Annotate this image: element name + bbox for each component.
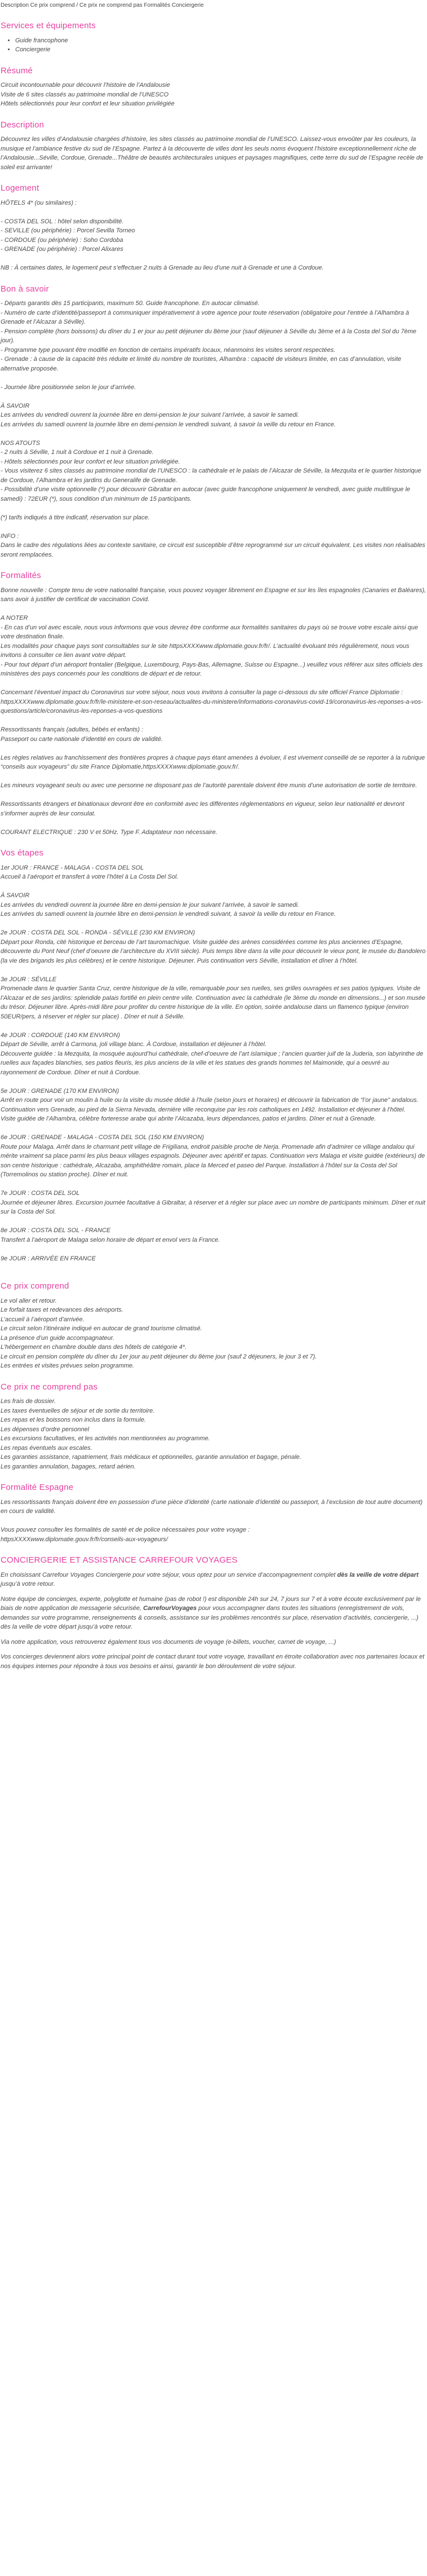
text-line: Les garanties assistance, rapatriement, frais médicaux et optionnelles, garantie annulation et bagage, pénale. [1, 1454, 301, 1461]
text-line: Visite de 6 sites classés au patrimoine mondial de l’UNESCO [1, 91, 169, 98]
text-line: - Numéro de carte d’identité/passeport à communiquer impérativement à votre agence pour toute réservation (obligatoire pour l’entrée à l’Alhambra à Grenade et l’Alcazar à Séville). [1, 309, 410, 325]
text-line: - En cas d’un vol avec escale, nous vous informons que vous devrez être conforme aux formalités sanitaires du pays où se trouve votre escale ainsi que votre destination finale. [1, 624, 419, 640]
text-line [1, 504, 426, 513]
text-line [1, 208, 426, 217]
text-line: - SEVILLE (ou périphérie) : Porcel Sevilla Torneo [1, 227, 135, 234]
text-line: - GRENADE (ou périphérie) : Porcel Alixares [1, 246, 123, 253]
text-line [1, 1180, 426, 1189]
text-line [1, 744, 426, 753]
conciergerie-p4: Vos concierges deviennent alors votre principal point de contact durant tout votre voyage, travaillant en étroite collaboration avec nos partenaires locaux et nos équipes internes pour répondre à tous vos besoins et ainsi, garantir le bon déroulement de votre séjour. [1, 1653, 425, 1670]
text-line: Ressortissants français (adultes, bébés et enfants) : [1, 726, 144, 733]
text-line: 7e JOUR : COSTA DEL SOL [1, 1190, 80, 1197]
bonasavoir-block [1, 299, 426, 559]
text-line: Les arrivées du samedi ouvrent la journée libre en demi-pension le vendredi suivant, à savoir la veille du retour en France. [1, 421, 336, 428]
text-line: À SAVOIR [1, 402, 30, 409]
text-line: - Pour tout départ d’un aéroport frontalier (Belgique, Luxembourg, Pays-Bas, Allemagne, Suisse ou Espagne...) veuillez vous référer aux sites officiels des ministères des pays concernés pour les conditions de départ et de retour. [1, 661, 423, 677]
service-item: • Conciergerie [15, 45, 426, 55]
text-line: La présence d’un guide accompagnateur. [1, 1334, 115, 1342]
etapes-block [1, 863, 426, 1264]
text-line: Les repas éventuels aux escales. [1, 1444, 92, 1452]
text-line: COURANT ELECTRIQUE : 230 V et 50Hz. Type F. Adaptateur non nécessaire. [1, 828, 217, 836]
text-line [1, 1077, 426, 1087]
text-line: Les entrées et visites prévues selon programme. [1, 1362, 135, 1369]
text-line: - CORDOUE (ou périphérie) : Soho Cordoba [1, 236, 123, 244]
text-line [1, 1124, 426, 1133]
text-line: Dans le cadre des régulations liées au contexte sanitaire, ce circuit est susceptible d’être reprogrammé sur un circuit équivalent. Les visites non réalisables seront remplacées. [1, 542, 425, 558]
text-line [1, 1021, 426, 1031]
text-line [1, 919, 426, 929]
text-line: Accueil à l’aéroport et transfert à votre l’hôtel à La Costa Del Sol. [1, 874, 179, 880]
text-line: - Possibilité d’une visite optionnelle (*) pour découvrir Gibraltar en autocar (avec guide francophone uniquement le vendredi, avec guide multilingue le samedi) : 72EUR (*), sous condition d’un minimum de 15 participants. [1, 486, 411, 502]
text-line [1, 522, 426, 532]
text-line: NOS ATOUTS [1, 439, 41, 447]
conciergerie-p2: Notre équipe de concierges, experte, polyglotte et humaine (pas de robot !) est disponible 24h sur 24, 7 jours sur 7 et à votre écoute exclusivement par le biais de notre application de messagerie sécurisée, CarrefourVoyages pour vous accompagner dans toutes les situations (enregistrement de vols, demandes sur votre programme, renseignements & conseils, assistance sur les problèmes rencontrés sur place, réservation d’activités, conciergerie, ...) dès la veille de votre départ jusqu’à votre retour. [1, 1595, 421, 1630]
formalites-block [1, 586, 426, 837]
text-line: Les repas et les boissons non inclus dans la formule. [1, 1417, 146, 1423]
text-line: - Vous visiterez 6 sites classés au patrimoine mondial de l’UNESCO : la cathédrale et le palais de l’Alcazar de Séville, la Mezquita et le quartier historique de Cordoue, l’Alhambra et les jardins du Generalife de Grenade. [1, 467, 421, 484]
formespagne-block [1, 1498, 426, 1545]
text-line: 8e JOUR : COSTA DEL SOL - FRANCE [1, 1227, 111, 1234]
text-line: Arrêt en route pour voir un moulin à huile ou la visite du musée dédié à l’huile (selon jours et horaires) et découvrir la fabrication de “l’or jaune” andalous. [1, 1097, 419, 1104]
text-line: Le circuit selon l’itinéraire indiqué en autocar de grand tourisme climatisé. [1, 1325, 202, 1332]
text-line: httpsXXXXwww.diplomatie.gouv.fr/fr/conseils-aux-voyageurs/ [1, 1536, 168, 1543]
resume-title: Résumé [1, 65, 33, 76]
text-line: Départ pour Ronda, cité historique et berceau de l’art tauromachique. Visite guidée des arènes considérées comme les plus anciennes d’Espagne, découverte du Pont Neuf (chef d’oeuvre de l’architecture du XVIII siècle). Puis temps libre dans la ville pour découvrir le vieux pont, le musée du Bandolero (la vie des brigands les plus célèbres) et le centre historique. Déjeuner. Puis continuation vers Séville, installation et dîner à l’hôtel. [1, 938, 426, 964]
text-line: Les dépenses d’ordre personnel [1, 1426, 90, 1433]
conciergerie-p3: Via notre application, vous retrouverez également tous vos documents de voyage (e-billets, voucher, carnet de voyage, ...) [1, 1638, 336, 1646]
text-line: 3e JOUR : SÉVILLE [1, 976, 57, 983]
text-line: Hôtels sélectionnés pour leur confort et leur situation privilégiée [1, 100, 175, 107]
text-line: Les taxes éventuelles de séjour et de sortie du territoire. [1, 1407, 155, 1414]
logement-title: Logement [1, 183, 39, 193]
text-line: Le forfait taxes et redevances des aéroports. [1, 1307, 123, 1313]
services-list [1, 36, 426, 55]
text-line: Promenade dans le quartier Santa Cruz, centre historique de la ville, remarquable pour ses ruelles, ses grilles ouvragées et ses patios typiques. Visite de l’Alcazar et de ses jardins: splendide palais fortifié en plein centre ville. Continuation avec la cathédrale (le 3ème du monde en dimensions...) et son musée du trésor. Déjeuner libre. Après-midi libre pour profiter du centre historique de la ville. En option, soirée andalouse dans un flamenco typique (environ 50EUR/pers, à réserver et régler sur place) . Dîner et nuit à Séville. [1, 985, 425, 1020]
text-line [1, 772, 426, 782]
text-line: Départ de Séville, arrêt à Carmona, joli village blanc. À Cordoue, installation et déjeuner à l’hôtel. [1, 1041, 267, 1048]
comprend-title: Ce prix comprend [1, 1281, 69, 1291]
text-line [1, 429, 426, 439]
text-line: 6e JOUR : GRENADE - MALAGA - COSTA DEL SOL (150 KM ENVIRON) [1, 1134, 204, 1141]
text-line: - Hôtels sélectionnés pour leur confort et leur situation privilégiée. [1, 458, 180, 465]
text-line: Les règles relatives au franchissement des frontières propres à chaque pays étant amenées à évoluer, il est vivement conseillé de se reporter à la rubrique “conseils aux voyageurs” du site France Diplomatie,httpsXXXXwww.diplomatie.gouv.fr/. [1, 754, 425, 770]
text-line: - Programme type pouvant être modifié en fonction de certains impératifs locaux, néanmoins les visites seront respectées. [1, 346, 336, 354]
text-line: Ressortissants étrangers et binationaux devront être en conformité avec les différentes réglementations en vigueur, selon leur nationalité et devront s’informer auprès de leur consulat. [1, 801, 404, 817]
text-line: 2e JOUR : COSTA DEL SOL - RONDA - SÉVILLE (230 KM ENVIRON) [1, 929, 195, 936]
text-line [1, 679, 426, 689]
text-line: - Départs garantis dès 15 participants, maximum 50. Guide francophone. En autocar climatisé. [1, 300, 260, 307]
text-line: Bonne nouvelle : Compte tenu de votre nationalité française, vous pouvez voyager librement en Espagne et sur les îles espagnoles (Canaries et Baléares), sans avoir à justifier de certificat de vaccination Covid. [1, 586, 426, 603]
text-line: HÔTELS 4* (ou similaires) : [1, 199, 77, 206]
text-line: 5e JOUR : GRENADE (170 KM ENVIRON) [1, 1087, 119, 1095]
text-line: Les excursions facultatives, et les activités non mentionnées au programme. [1, 1435, 210, 1442]
text-line [1, 1245, 426, 1254]
text-line: (*) tarifs indiqués à titre indicatif, réservation sur place. [1, 514, 150, 521]
text-line: Découverte guidée : la Mezquita, la mosquée aujourd’hui cathédrale, chef-d’oeuvre de l’art islamique ; l’ancien quartier juif de la Juderia, son labyrinthe de ruelles aux façades blanchies, ses patios fleuris, les plus anciens de la ville et les statues des grands hommes tel Maimonide, qui a oeuvré au rayonnement de Cordoue. Dîner et nuit à Cordoue. [1, 1050, 424, 1076]
text-line: - COSTA DEL SOL : hôtel selon disponibilité. [1, 218, 124, 225]
text-line: Continuation vers Grenade, au pied de la Sierra Nevada, dernière ville reconquise par les rois catholiques en 1492. Installation et déjeuner à l’hôtel. [1, 1106, 406, 1113]
text-line: A NOTER [1, 615, 28, 621]
text-line [1, 373, 426, 383]
comprend-block [1, 1296, 426, 1371]
necomprend-block [1, 1397, 426, 1471]
conciergerie-title: CONCIERGERIE ET ASSISTANCE CARREFOUR VOYAGES [1, 1555, 238, 1565]
text-line: 4e JOUR : CORDOUE (140 KM ENVIRON) [1, 1031, 121, 1039]
text-line: INFO : [1, 532, 19, 540]
text-line: Concernant l’éventuel impact du Coronavirus sur votre séjour, nous vous invitons à consulter la page ci-dessous du site officiel France Diplomatie : [1, 689, 403, 696]
services-title: Services et équipements [1, 21, 96, 30]
necomprend-title: Ce prix ne comprend pas [1, 1382, 98, 1392]
text-line: Le vol aller et retour. [1, 1297, 57, 1304]
text-line: Le circuit en pension complète du dîner du 1er jour au petit déjeuner du 8ème jour (sauf 2 déjeuners, le jour 3 et 7). [1, 1353, 317, 1360]
section-tabs: Description Ce prix comprend / Ce prix ne comprend pas Formalités Conciergerie [1, 2, 204, 8]
text-line: NB : À certaines dates, le logement peut s’effectuer 2 nuits à Grenade au lieu d’une nuit à Grenade et une à Cordoue. [1, 264, 324, 271]
text-line: Visite guidée de l’Alhambra, célèbre forteresse arabe qui abrite l’Alcazaba, leurs dépendances, patios et jardins. Dîner et nuit à Grenade. [1, 1115, 376, 1122]
text-line: L’hébergement en chambre double dans des hôtels de catégorie 4*. [1, 1344, 187, 1351]
logement-block [1, 199, 426, 273]
text-line: Les mineurs voyageant seuls ou avec une personne ne disposant pas de l’autorité parentale doivent être munis d’une autorisation de sortie de territoire. [1, 782, 417, 789]
text-line: Circuit incontournable pour découvrir l’histoire de l’Andalousie [1, 82, 170, 89]
text-line: Les modalités pour chaque pays sont consultables sur le site httpsXXXXwww.diplomatie.gouv.fr/fr/. L’actualité évoluant très régulièrement, nous vous invitons à consulter ce lien avant votre départ. [1, 642, 410, 659]
text-line: Les arrivées du samedi ouvrent la journée libre en demi-pension le vendredi suivant, à savoir la veille du retour en France. [1, 911, 336, 918]
text-line [1, 882, 426, 892]
text-line: Vous pouvez consulter les formalités de santé et de police nécessaires pour votre voyage : [1, 1527, 250, 1533]
etapes-title: Vos étapes [1, 848, 44, 858]
text-line [1, 392, 426, 402]
text-line: - 2 nuits à Séville, 1 nuit à Cordoue et 1 nuit à Grenade. [1, 449, 154, 456]
text-line: À SAVOIR [1, 892, 30, 899]
text-line: 1er JOUR : FRANCE - MALAGA - COSTA DEL SOL [1, 864, 144, 871]
formespagne-title: Formalité Espagne [1, 1483, 74, 1492]
resume-block [1, 81, 426, 109]
text-line [1, 818, 426, 828]
text-line: 9e JOUR : ARRIVÉE EN FRANCE [1, 1255, 96, 1262]
text-line [1, 605, 426, 614]
text-line [1, 791, 426, 800]
text-line: Les ressortissants français doivent être en possession d’une pièce d’identité (carte nationale d’identité ou passeport, à l’exclusion de tout autre document) en cours de validité. [1, 1498, 423, 1515]
description-title: Description [1, 120, 45, 130]
text-line: httpsXXXXwww.diplomatie.gouv.fr/fr/le-ministere-et-son-reseau/actualites-du-ministere/informations-coronavirus-covid-19/coronavirus-les-reponses-a-vos-questions/article/coronavirus-les-reponses-a-vos-questions [1, 698, 423, 714]
text-line [1, 1217, 426, 1227]
text-line: Les arrivées du vendredi ouvrent la journée libre en demi-pension le jour suivant l’arrivée, à savoir le samedi. [1, 412, 300, 418]
text-line: Transfert à l’aéroport de Malaga selon horaire de départ et envol vers la France. [1, 1236, 220, 1243]
text-line: - Pension complète (hors boissons) du dîner du 1 er jour au petit déjeuner du 8ème jour (sauf déjeuner à Séville du 3ème et à la Costa del Sol du 7ème jour). [1, 328, 417, 344]
text-line [1, 1516, 426, 1526]
text-line: - Journée libre positionnée selon le jour d’arrivée. [1, 383, 136, 391]
text-line: L’accueil à l’aéroport d’arrivée. [1, 1316, 84, 1323]
formalites-title: Formalités [1, 571, 42, 580]
text-line [1, 254, 426, 264]
text-line [1, 716, 426, 726]
text-line [1, 965, 426, 975]
bonasavoir-title: Bon à savoir [1, 284, 49, 294]
conciergerie-p1: En choisissant Carrefour Voyages Conciergerie pour votre séjour, vous optez pour un service d’accompagnement complet dès la veille de votre départ jusqu’à votre retour. [1, 1571, 419, 1587]
text-line: Journée et déjeuner libres. Excursion journée facultative à Gibraltar, à réserver et à régler sur place avec un nombre de participants minimum. Dîner et nuit sur la Costa del Sol. [1, 1199, 425, 1215]
service-item: • Guide francophone [15, 36, 426, 46]
text-line: Les arrivées du vendredi ouvrent la journée libre en demi-pension le jour suivant l’arrivée, à savoir le samedi. [1, 901, 300, 908]
description-text: Découvrez les villes d’Andalousie chargées d’histoire, les sites classés au patrimoine mondial de l’UNESCO. Laissez-vous envoûter par les couleurs, la musique et l’ambiance festive du sud de l’Espagne. Partez à la découverte de villes dont les seuls noms évoquent l’histoire exceptionnellement riche de l’Andalousie...Séville, Cordoue, Grenade...Théâtre de beautés architecturales uniques et paysages magnifiques, cette terre du sud de l’Espagne recèle de soleil est arrivante! [1, 136, 424, 171]
text-line: Passeport ou carte nationale d’identité en cours de validité. [1, 735, 163, 743]
text-line: Les frais de dossier. [1, 1398, 56, 1405]
text-line: Route pour Malaga. Arrêt dans le charmant petit village de Frigiliana, endroit paisible proche de Nerja. Promenade afin d’admirer ce village andalou qui mérite vraiment sa place parmi les plus beaux villages espagnols. Déjeuner avec apéritif et tapas. Continuation vers Malaga et visite guidée (extérieurs) de son centre historique : cathédrale, Alcazaba, amphithéâtre romain, place la Merced et paseo del Parque. Installation à l’hôtel sur la Costa del Sol (Torremolinos ou station proche). Dîner et nuit. [1, 1143, 425, 1178]
text-line: Les garanties annulation, bagages, retard aérien. [1, 1463, 136, 1470]
text-line: - Grenade : à cause de la capacité très réduite et limité du nombre de touristes, Alhambra : capacité de visiteurs limitée, en cas d’annulation, visite alternative proposée. [1, 356, 402, 372]
